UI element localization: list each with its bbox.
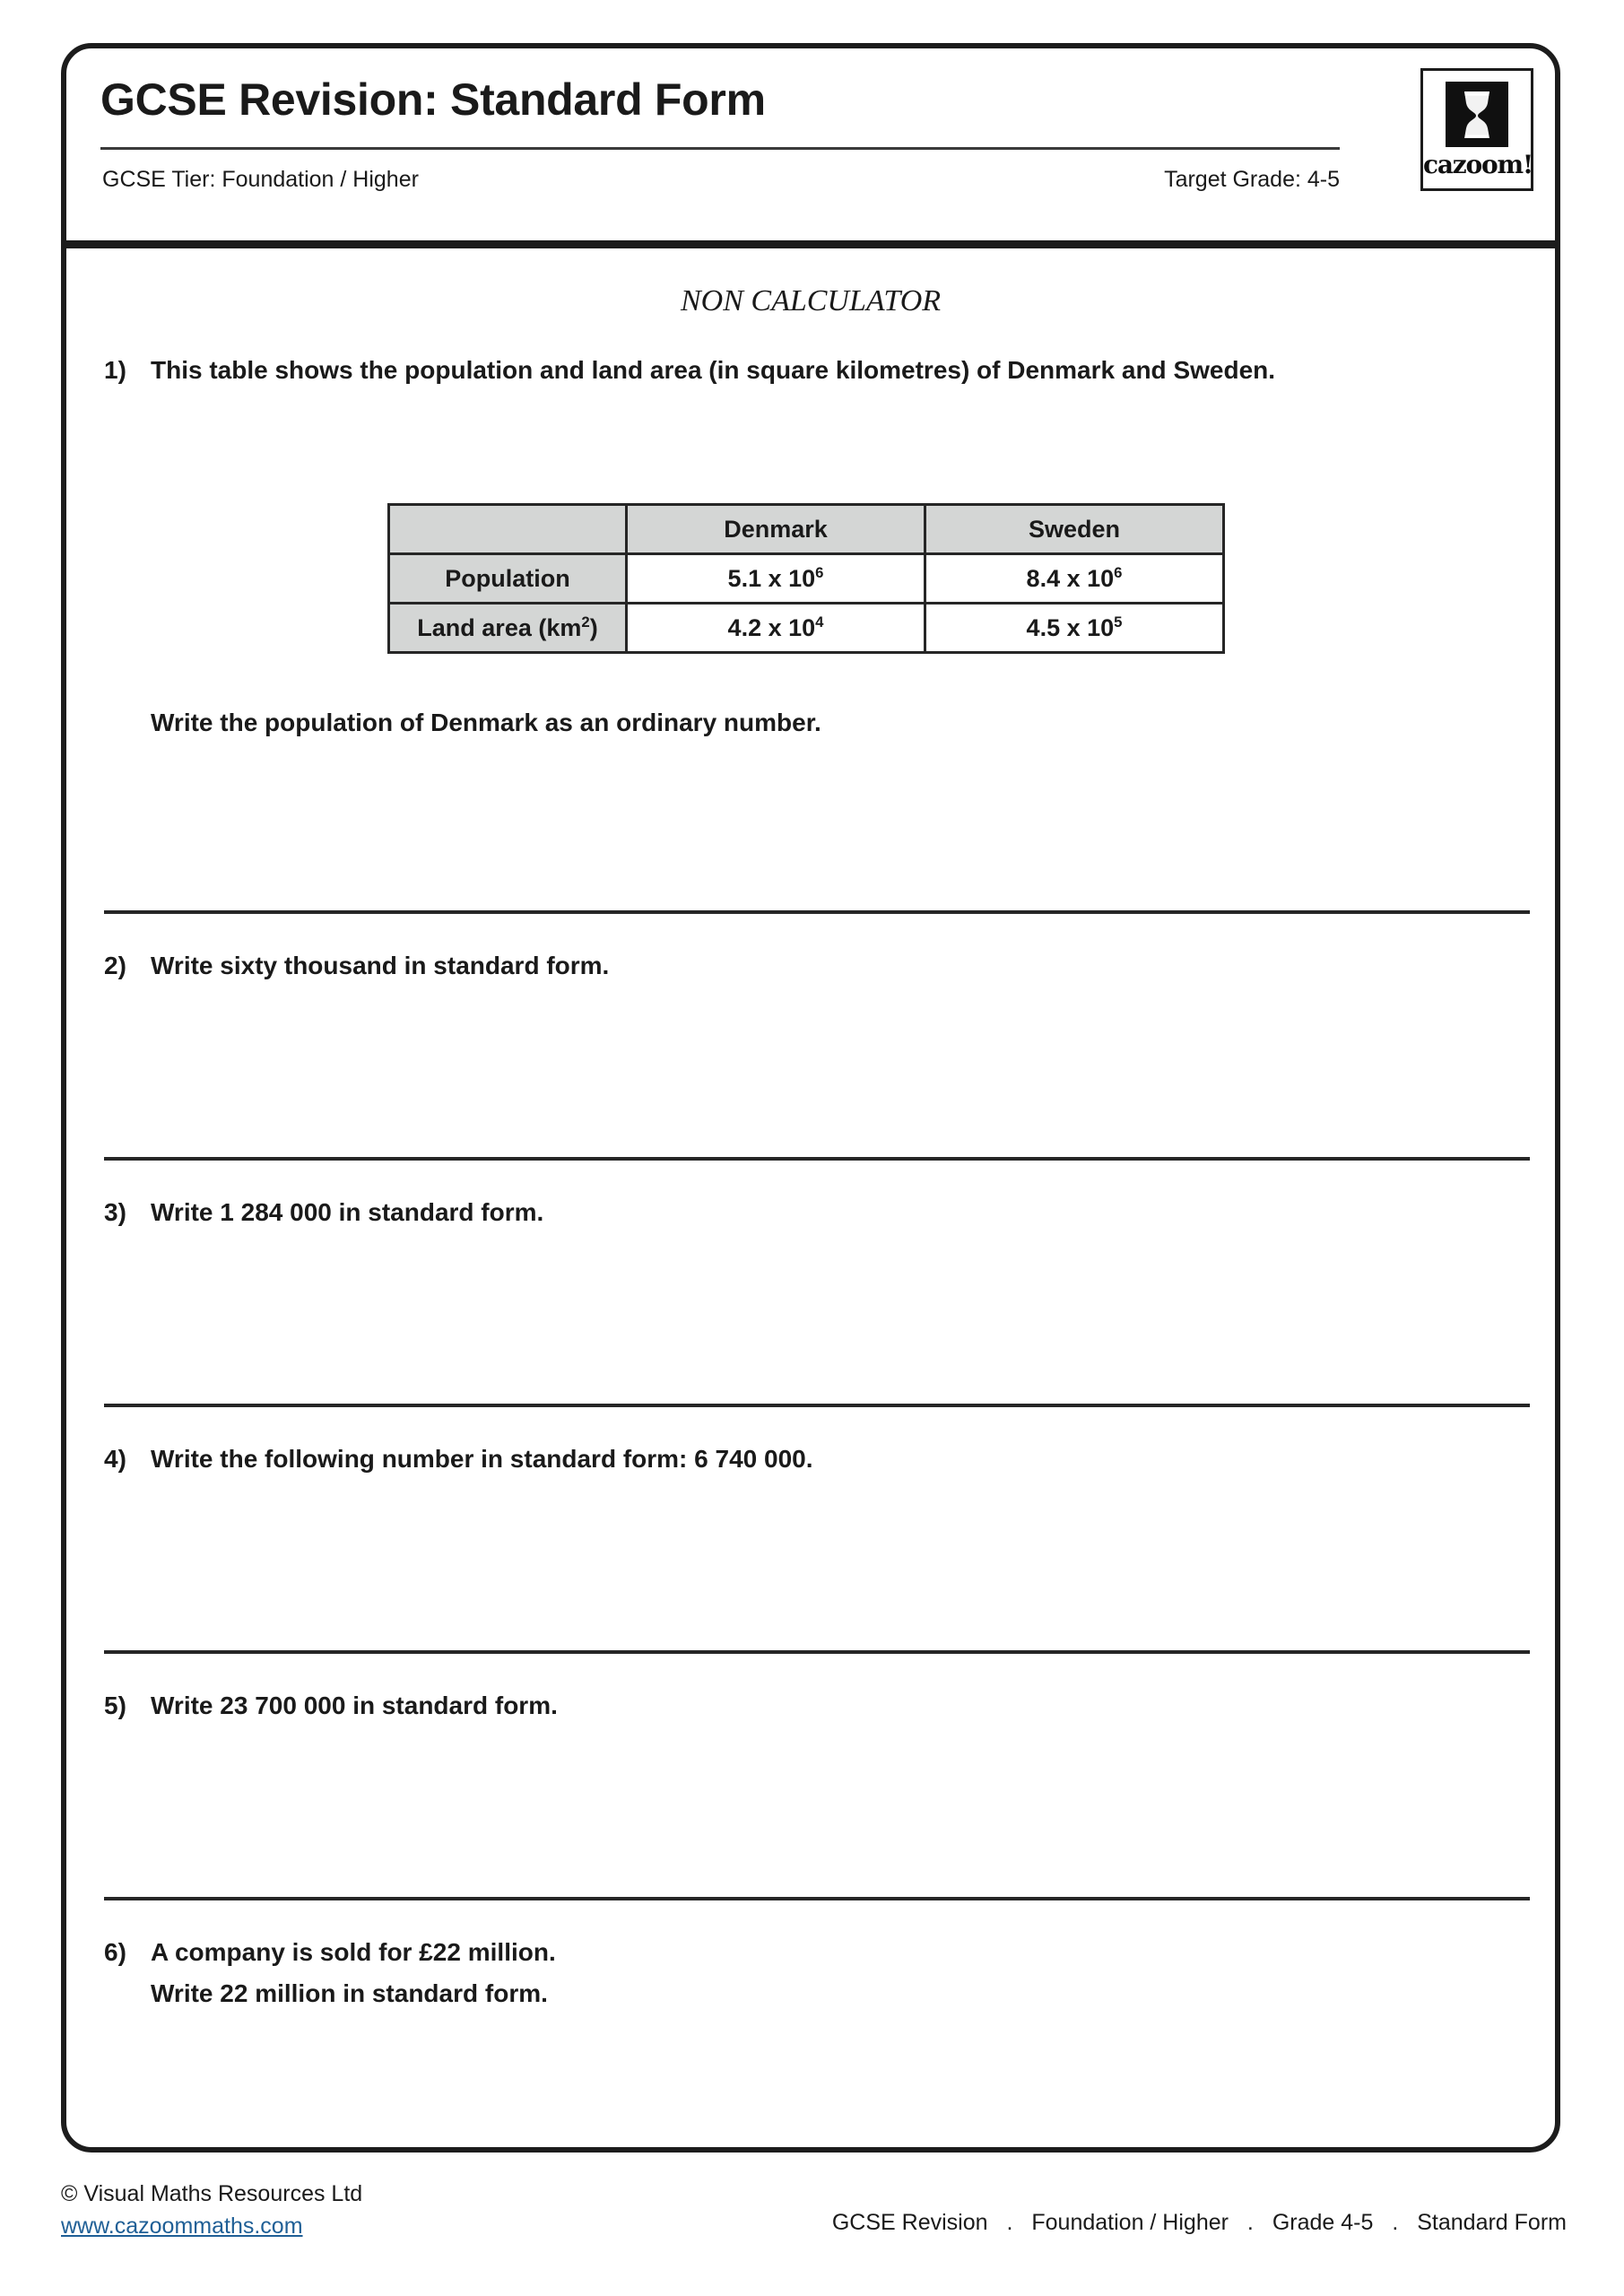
table-cell-population-denmark — [627, 554, 925, 604]
question-1-number: 1) — [104, 356, 126, 384]
question-1-text: This table shows the population and land area (in square kilometres) of Denmark and Sweden. — [151, 356, 1276, 384]
breadcrumb-item-revision: GCSE Revision — [831, 2210, 988, 2235]
question-separator-5 — [104, 1897, 1530, 1900]
cell-exponent: 5 — [1114, 613, 1123, 631]
cell-exponent: 4 — [815, 613, 824, 631]
question-separator-4 — [104, 1650, 1530, 1654]
table-cell-population-sweden — [925, 554, 1224, 604]
worksheet-body — [66, 248, 1555, 2147]
cell-mantissa: 8.4 x 10 — [1026, 564, 1115, 592]
question-3 — [104, 1198, 1530, 1227]
question-4-number: 4) — [104, 1445, 126, 1473]
title-divider — [100, 147, 1340, 150]
cell-exponent: 6 — [815, 563, 824, 581]
population-land-area-table — [387, 503, 1225, 654]
question-separator-2 — [104, 1157, 1530, 1161]
table-row-header-land-area — [389, 604, 627, 653]
table-row — [389, 554, 1224, 604]
cazoom-hourglass-icon — [1446, 82, 1508, 147]
question-1-subtext-block — [104, 709, 1530, 737]
question-6 — [104, 1938, 1530, 2008]
cell-mantissa: 5.1 x 10 — [727, 564, 816, 592]
table-cell-land-area-denmark — [627, 604, 925, 653]
row-label-tail: ) — [589, 613, 598, 641]
table-cell-land-area-sweden — [925, 604, 1224, 653]
question-5-text: Write 23 700 000 in standard form. — [151, 1692, 558, 1719]
table-row — [389, 604, 1224, 653]
table-header-row — [389, 505, 1224, 554]
breadcrumb-item-grade: Grade 4-5 — [1272, 2210, 1374, 2235]
table-corner-cell — [389, 505, 627, 554]
question-6-number: 6) — [104, 1938, 126, 1966]
table-row-header-population: Population — [389, 554, 627, 604]
target-grade-label: Target Grade: 4-5 — [1164, 167, 1340, 192]
question-6-subtext: Write 22 million in standard form. — [151, 1979, 548, 2007]
breadcrumb-item-tier: Foundation / Higher — [1031, 2210, 1229, 2235]
question-2-number: 2) — [104, 952, 126, 979]
footer-left — [61, 2178, 362, 2243]
breadcrumb-item-topic: Standard Form — [1417, 2210, 1567, 2235]
copyright-text: © Visual Maths Resources Ltd — [61, 2181, 363, 2206]
breadcrumb-separator: . — [1006, 2210, 1013, 2235]
question-5-number: 5) — [104, 1692, 126, 1719]
cazoom-website-link[interactable]: www.cazoommaths.com — [61, 2213, 303, 2239]
cazoom-wordmark: cazoom! — [1423, 150, 1533, 179]
worksheet-header — [66, 48, 1555, 248]
cazoom-logo — [1420, 68, 1533, 191]
table-column-header-denmark: Denmark — [627, 505, 925, 554]
question-separator-3 — [104, 1404, 1530, 1407]
question-1 — [104, 356, 1530, 385]
question-6-text: A company is sold for £22 million. — [151, 1938, 556, 1966]
question-3-text: Write 1 284 000 in standard form. — [151, 1198, 544, 1226]
cell-exponent: 6 — [1114, 563, 1123, 581]
question-1-subtext: Write the population of Denmark as an ordinary number. — [151, 709, 821, 736]
cell-mantissa: 4.5 x 10 — [1026, 613, 1115, 641]
question-3-number: 3) — [104, 1198, 126, 1226]
question-4-text: Write the following number in standard form: 6 740 000. — [151, 1445, 813, 1473]
question-4 — [104, 1445, 1530, 1474]
question-separator-1 — [104, 910, 1530, 914]
question-2-text: Write sixty thousand in standard form. — [151, 952, 610, 979]
question-5 — [104, 1692, 1530, 1720]
table-column-header-sweden: Sweden — [925, 505, 1224, 554]
question-2 — [104, 952, 1530, 980]
worksheet-page — [61, 43, 1560, 2152]
breadcrumb-separator: . — [1392, 2210, 1399, 2235]
non-calculator-notice: NON CALCULATOR — [680, 284, 942, 317]
footer-breadcrumb — [832, 2210, 1567, 2236]
page-title: GCSE Revision: Standard Form — [100, 74, 766, 125]
cell-mantissa: 4.2 x 10 — [727, 613, 816, 641]
row-label-superscript: 2 — [581, 613, 590, 631]
breadcrumb-separator: . — [1246, 2210, 1254, 2235]
row-label-main: Land area (km — [417, 613, 582, 641]
tier-label: GCSE Tier: Foundation / Higher — [102, 167, 419, 192]
